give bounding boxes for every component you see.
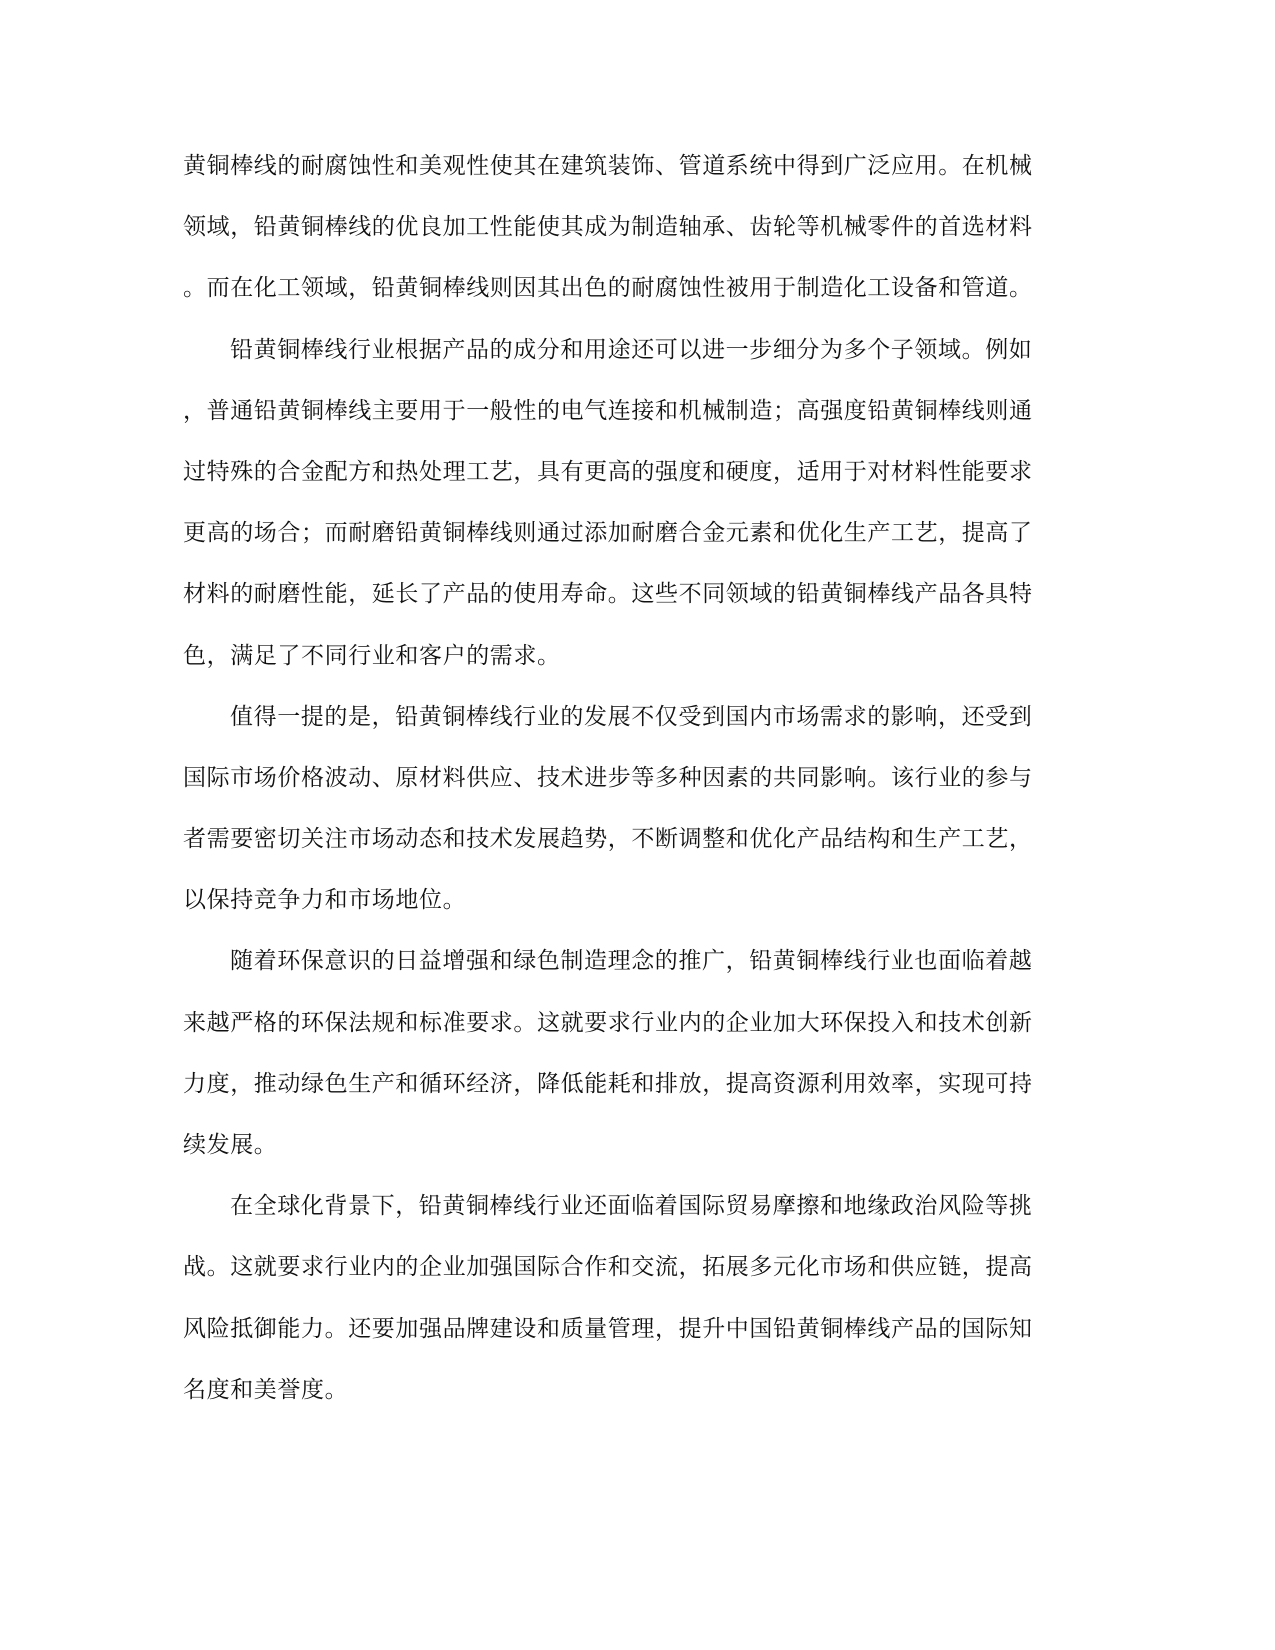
text-line: 色，满足了不同行业和客户的需求。: [183, 643, 561, 669]
text-line: 战。这就要求行业内的企业加强国际合作和交流，拓展多元化市场和供应链，提高: [183, 1254, 1033, 1280]
paragraph-first-line: 铅黄铜棒线行业根据产品的成分和用途还可以进一步细分为多个子领域。例如: [230, 337, 1033, 363]
text-line: 更高的场合；而耐磨铅黄铜棒线则通过添加耐磨合金元素和优化生产工艺，提高了: [183, 520, 1033, 546]
paragraph-first-line: 随着环保意识的日益增强和绿色制造理念的推广，铅黄铜棒线行业也面临着越: [230, 948, 1033, 974]
text-line: 过特殊的合金配方和热处理工艺，具有更高的强度和硬度，适用于对材料性能要求: [183, 459, 1033, 485]
text-line: 风险抵御能力。还要加强品牌建设和质量管理，提升中国铅黄铜棒线产品的国际知: [183, 1316, 1033, 1342]
text-line: 材料的耐磨性能，延长了产品的使用寿命。这些不同领域的铅黄铜棒线产品各具特: [183, 581, 1033, 607]
text-line: 续发展。: [183, 1132, 278, 1158]
text-line: 以保持竞争力和市场地位。: [183, 887, 467, 913]
text-line: 名度和美誉度。: [183, 1377, 349, 1403]
text-line: 。而在化工领域，铅黄铜棒线则因其出色的耐腐蚀性被用于制造化工设备和管道。: [183, 275, 1033, 301]
text-line: 者需要密切关注市场动态和技术发展趋势，不断调整和优化产品结构和生产工艺，: [183, 826, 1033, 852]
text-line: 领域，铅黄铜棒线的优良加工性能使其成为制造轴承、齿轮等机械零件的首选材料: [183, 214, 1033, 240]
text-line: ，普通铅黄铜棒线主要用于一般性的电气连接和机械制造；高强度铅黄铜棒线则通: [183, 398, 1033, 424]
paragraph-first-line: 在全球化背景下，铅黄铜棒线行业还面临着国际贸易摩擦和地缘政治风险等挑: [230, 1193, 1033, 1219]
text-line: 国际市场价格波动、原材料供应、技术进步等多种因素的共同影响。该行业的参与: [183, 765, 1033, 791]
text-line: 来越严格的环保法规和标准要求。这就要求行业内的企业加大环保投入和技术创新: [183, 1010, 1033, 1036]
text-line: 黄铜棒线的耐腐蚀性和美观性使其在建筑装饰、管道系统中得到广泛应用。在机械: [183, 153, 1033, 179]
paragraph-first-line: 值得一提的是，铅黄铜棒线行业的发展不仅受到国内市场需求的影响，还受到: [230, 704, 1033, 730]
text-line: 力度，推动绿色生产和循环经济，降低能耗和排放，提高资源利用效率，实现可持: [183, 1071, 1033, 1097]
